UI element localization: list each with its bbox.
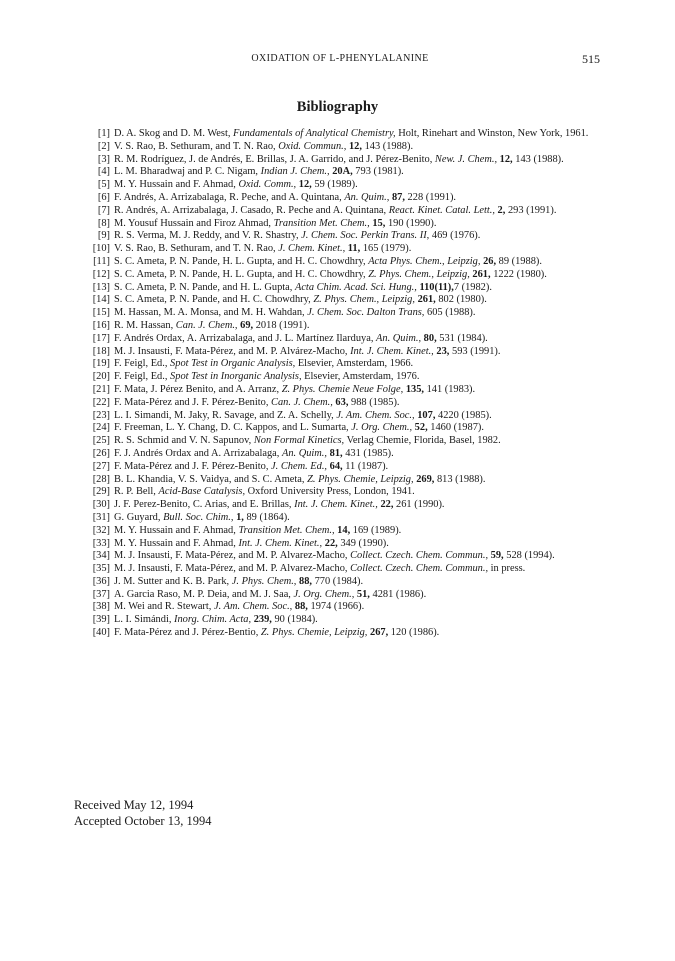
reference-volume: 107, bbox=[417, 409, 436, 421]
reference-text: M. Wei and R. Stewart, bbox=[114, 601, 214, 613]
reference-volume: 12, bbox=[499, 153, 513, 165]
reference-number: [5] bbox=[97, 179, 110, 191]
reference-volume: 23, bbox=[436, 345, 450, 357]
reference-text: Holt, Rinehart and Winston, New York, 1961. bbox=[395, 128, 589, 139]
reference-volume: 81, bbox=[329, 447, 343, 459]
reference-text: M. J. Insausti, F. Mata-Pérez, and M. P. Alvarez-Macho, bbox=[114, 563, 351, 575]
reference-text: 2018 (1991). bbox=[253, 319, 310, 331]
reference-item bbox=[80, 333, 602, 346]
reference-source: J. Org. Chem., bbox=[293, 588, 355, 600]
reference-item bbox=[80, 230, 602, 243]
reference-text: 813 (1988). bbox=[434, 473, 486, 485]
reference-source: Acid-Base Catalysis, bbox=[158, 486, 246, 498]
reference-source: Inorg. Chim. Acta, bbox=[174, 614, 252, 626]
reference-text: B. L. Khandia, V. S. Vaidya, and S. C. Ameta, bbox=[114, 473, 308, 485]
reference-text: Elsevier, Amsterdam, 1966. bbox=[295, 358, 414, 370]
reference-number: [14] bbox=[92, 294, 110, 306]
reference-text: M. J. Insausti, F. Mata-Pérez, and M. P. Alvárez-Macho, bbox=[114, 345, 351, 357]
reference-source: Can. J. Chem., bbox=[175, 319, 238, 331]
reference-number: [15] bbox=[92, 307, 110, 319]
reference-item bbox=[80, 601, 602, 614]
reference-text: 89 (1864). bbox=[243, 511, 290, 523]
reference-text: 1222 (1980). bbox=[490, 268, 547, 280]
reference-source: J. Chem. Soc. Dalton Trans, bbox=[307, 307, 425, 319]
reference-source: Non Formal Kinetics, bbox=[253, 435, 345, 447]
reference-number: [32] bbox=[92, 524, 110, 536]
reference-item bbox=[80, 422, 602, 435]
reference-volume: 261, bbox=[472, 268, 491, 280]
reference-text: 293 (1991). bbox=[505, 204, 557, 216]
reference-text: 59 (1989). bbox=[311, 179, 358, 191]
reference-volume: 63, bbox=[335, 396, 349, 408]
reference-text: F. Mata-Pérez and J. F. Pérez-Benito, bbox=[114, 396, 272, 408]
reference-text: F. J. Andrés Ordax and A. Arrizabalaga, bbox=[114, 447, 282, 459]
reference-text: F. Feigl, Ed., bbox=[114, 371, 171, 383]
reference-number: [20] bbox=[92, 371, 110, 383]
reference-text: Oxford University Press, London, 1941. bbox=[245, 486, 415, 498]
reference-item bbox=[80, 141, 602, 154]
reference-number: [27] bbox=[92, 460, 110, 472]
reference-text: 143 (1988). bbox=[361, 140, 414, 152]
reference-text: 469 (1976). bbox=[429, 230, 481, 242]
reference-source: Z. Phys. Chem., Leipzig, bbox=[313, 294, 415, 306]
reference-number: [24] bbox=[92, 422, 110, 434]
reference-text: M. Y. Hussain and F. Ahmad, bbox=[114, 179, 239, 191]
reference-number: [23] bbox=[92, 409, 110, 421]
reference-item bbox=[80, 499, 602, 512]
reference-source: J. Chem. Soc. Perkin Trans. II, bbox=[301, 230, 430, 242]
reference-text: 605 (1988). bbox=[424, 307, 476, 319]
reference-text: 4220 (1985). bbox=[435, 409, 492, 421]
reference-text: S. C. Ameta, P. N. Pande, and H. L. Gupta, bbox=[114, 281, 295, 293]
received-block bbox=[74, 797, 211, 829]
reference-source: React. Kinet. Catal. Lett., bbox=[388, 204, 495, 216]
reference-item bbox=[80, 474, 602, 487]
reference-item bbox=[80, 410, 602, 423]
reference-text: 261 (1990). bbox=[393, 499, 445, 511]
reference-volume: 135, bbox=[405, 383, 424, 395]
reference-number: [36] bbox=[92, 575, 110, 587]
reference-text: 1460 (1987). bbox=[427, 422, 484, 434]
reference-number: [12] bbox=[92, 268, 110, 280]
reference-source: An. Quim., bbox=[281, 447, 328, 459]
reference-source: Int. J. Chem. Kinet., bbox=[238, 537, 323, 549]
reference-source: J. Am. Chem. Soc., bbox=[336, 409, 415, 421]
reference-volume: 239, bbox=[253, 614, 272, 626]
reference-text: 169 (1989). bbox=[350, 524, 402, 536]
reference-number: [4] bbox=[97, 166, 110, 178]
reference-text: M. Y. Hussain and F. Ahmad, bbox=[114, 537, 239, 549]
reference-volume: 14, bbox=[337, 524, 351, 536]
reference-text: Elsevier, Amsterdam, 1976. bbox=[301, 371, 420, 383]
reference-volume: 88, bbox=[294, 601, 308, 613]
reference-source: Z. Phys. Chemie, Leipzig, bbox=[307, 473, 414, 485]
reference-number: [29] bbox=[92, 486, 110, 498]
reference-text: 89 (1988). bbox=[496, 255, 542, 267]
reference-item bbox=[80, 320, 602, 333]
reference-text: J. F. Perez-Benito, C. Arias, and E. Brillas, bbox=[114, 499, 295, 511]
reference-item bbox=[80, 256, 602, 269]
reference-volume: 69, bbox=[240, 319, 254, 331]
reference-text: 431 (1985). bbox=[342, 447, 394, 459]
reference-text: F. Andrés, A. Arrizabalaga, R. Peche, and A. Quintana, bbox=[114, 191, 345, 203]
reference-text: 793 (1981). bbox=[352, 166, 404, 178]
reference-text: 11 (1987). bbox=[342, 460, 389, 472]
reference-source: Can. J. Chem., bbox=[271, 396, 333, 408]
reference-volume: 64, bbox=[329, 460, 343, 472]
reference-text: F. Feigl, Ed., bbox=[114, 358, 171, 370]
reference-number: [8] bbox=[97, 217, 110, 229]
reference-text: S. C. Ameta, P. N. Pande, and H. C. Chowdhry, bbox=[114, 294, 314, 306]
reference-volume: 12, bbox=[348, 140, 362, 152]
reference-number: [3] bbox=[97, 153, 110, 165]
reference-text: L. I. Simándi, bbox=[114, 614, 175, 626]
reference-volume: 51, bbox=[356, 588, 370, 600]
reference-text: 7 (1982). bbox=[453, 281, 492, 293]
reference-source: Spot Test in Organic Analysis, bbox=[170, 358, 296, 370]
reference-text: 190 (1990). bbox=[385, 217, 437, 229]
reference-source: Acta Chim. Acad. Sci. Hung., bbox=[294, 281, 417, 293]
reference-item bbox=[80, 179, 602, 192]
reference-source: Z. Phys. Chemie, Leipzig, bbox=[260, 627, 368, 639]
reference-item bbox=[80, 435, 602, 448]
reference-number: [18] bbox=[92, 345, 110, 357]
reference-source: Int. J. Chem. Kinet., bbox=[294, 499, 378, 511]
reference-source: An. Quim., bbox=[344, 191, 390, 203]
reference-text: 802 (1980). bbox=[435, 294, 487, 306]
reference-volume: 26, bbox=[483, 255, 497, 267]
reference-text: L. I. Simandi, M. Jaky, R. Savage, and Z. A. Schelly, bbox=[114, 409, 337, 421]
page-number: 515 bbox=[582, 52, 600, 66]
reference-item bbox=[80, 269, 602, 282]
running-title: OXIDATION OF L-PHENYLALANINE bbox=[251, 53, 429, 64]
reference-source: Z. Phys. Chem., Leipzig, bbox=[368, 268, 470, 280]
reference-text: M. J. Insausti, F. Mata-Pérez, and M. P. Alvarez-Macho, bbox=[114, 550, 351, 562]
reference-text: 528 (1994). bbox=[503, 550, 555, 562]
reference-item bbox=[80, 307, 602, 320]
reference-text: R. Andrés, A. Arrizabalaga, J. Casado, R. Peche and A. Quintana, bbox=[114, 204, 389, 216]
reference-source: Transition Met. Chem., bbox=[238, 524, 335, 536]
reference-text: in press. bbox=[488, 563, 526, 575]
reference-volume: 80, bbox=[423, 332, 437, 344]
reference-text: S. C. Ameta, P. N. Pande, H. L. Gupta, and H. C. Chowdhry, bbox=[114, 255, 369, 267]
reference-source: Indian J. Chem., bbox=[260, 166, 330, 178]
reference-number: [25] bbox=[92, 435, 110, 447]
reference-text: 120 (1986). bbox=[388, 627, 440, 639]
reference-item bbox=[80, 538, 602, 551]
reference-item bbox=[80, 589, 602, 602]
reference-text: 141 (1983). bbox=[424, 383, 476, 395]
reference-source: An. Quim., bbox=[376, 332, 422, 344]
reference-item bbox=[80, 128, 602, 141]
reference-item bbox=[80, 154, 602, 167]
reference-text: M. Hassan, M. A. Monsa, and M. H. Wahdan, bbox=[114, 307, 308, 319]
reference-number: [38] bbox=[92, 601, 110, 613]
reference-text: R. P. Bell, bbox=[114, 486, 159, 498]
reference-volume: 87, bbox=[391, 191, 405, 203]
reference-source: Collect. Czech. Chem. Commun., bbox=[350, 563, 489, 575]
reference-item bbox=[80, 218, 602, 231]
reference-text: M. Yousuf Hussain and Firoz Ahmad, bbox=[114, 217, 274, 229]
reference-text: 1974 (1966). bbox=[307, 601, 365, 613]
reference-number: [13] bbox=[92, 281, 110, 293]
section-title: Bibliography bbox=[296, 99, 379, 115]
reference-number: [31] bbox=[92, 511, 110, 523]
reference-text: G. Guyard, bbox=[114, 511, 164, 523]
reference-item bbox=[80, 563, 602, 576]
reference-number: [17] bbox=[92, 332, 110, 344]
reference-item bbox=[80, 294, 602, 307]
reference-item bbox=[80, 627, 602, 640]
reference-number: [35] bbox=[92, 563, 110, 575]
reference-number: [22] bbox=[92, 396, 110, 408]
reference-text: 165 (1979). bbox=[360, 243, 412, 255]
reference-text: S. C. Ameta, P. N. Pande, H. L. Gupta, and H. C. Chowdhry, bbox=[114, 268, 369, 280]
reference-volume: 22, bbox=[324, 537, 338, 549]
reference-source: Oxid. Comm., bbox=[238, 179, 297, 191]
reference-text: 349 (1990). bbox=[337, 537, 389, 549]
reference-text: V. S. Rao, B. Sethuram, and T. N. Rao, bbox=[114, 243, 279, 255]
reference-text: 143 (1988). bbox=[512, 153, 564, 165]
reference-source: New. J. Chem., bbox=[434, 153, 498, 165]
reference-item bbox=[80, 346, 602, 359]
reference-number: [30] bbox=[92, 499, 110, 511]
reference-volume: 110(11), bbox=[419, 281, 454, 293]
reference-item bbox=[80, 461, 602, 474]
reference-item bbox=[80, 486, 602, 499]
reference-volume: 88, bbox=[299, 575, 313, 587]
reference-text: F. Mata-Pérez and J. F. Pérez-Benito, bbox=[114, 460, 272, 472]
reference-item bbox=[80, 384, 602, 397]
reference-source: Collect. Czech. Chem. Commun., bbox=[350, 550, 489, 562]
reference-text: 4281 (1986). bbox=[369, 588, 427, 600]
reference-text: Verlag Chemie, Florida, Basel, 1982. bbox=[344, 435, 501, 447]
reference-item bbox=[80, 397, 602, 410]
reference-volume: 15, bbox=[372, 217, 386, 229]
reference-volume: 12, bbox=[298, 179, 312, 191]
reference-item bbox=[80, 550, 602, 563]
reference-text: 593 (1991). bbox=[449, 345, 501, 357]
reference-source: Transition Met. Chem., bbox=[273, 217, 370, 229]
reference-item bbox=[80, 243, 602, 256]
reference-volume: 11, bbox=[347, 243, 361, 255]
received-date: Received May 12, 1994 bbox=[74, 798, 194, 812]
reference-source: Spot Test in Inorganic Analysis, bbox=[170, 371, 302, 383]
reference-text: R. S. Verma, M. J. Reddy, and V. R. Shastry, bbox=[114, 230, 302, 242]
reference-text: 770 (1984). bbox=[312, 575, 364, 587]
reference-text: 531 (1984). bbox=[436, 332, 488, 344]
reference-number: [9] bbox=[97, 230, 110, 242]
reference-source: J. Chem. Ed., bbox=[271, 460, 328, 472]
reference-item bbox=[80, 166, 602, 179]
reference-source: J. Chem. Kinet., bbox=[278, 243, 346, 255]
reference-number: [1] bbox=[97, 128, 110, 139]
reference-text: F. Freeman, L. Y. Chang, D. C. Kappos, and L. Sumarta, bbox=[114, 422, 352, 434]
reference-text: J. M. Sutter and K. B. Park, bbox=[114, 575, 232, 587]
reference-number: [26] bbox=[92, 447, 110, 459]
reference-text: R. M. Hassan, bbox=[114, 319, 176, 331]
reference-number: [2] bbox=[97, 140, 110, 152]
reference-number: [10] bbox=[92, 243, 110, 255]
reference-text: L. M. Bharadwaj and P. C. Nigam, bbox=[114, 166, 261, 178]
reference-item bbox=[80, 205, 602, 218]
reference-source: J. Am. Chem. Soc., bbox=[213, 601, 293, 613]
reference-number: [11] bbox=[93, 255, 110, 267]
reference-item bbox=[80, 576, 602, 589]
reference-source: Bull. Soc. Chim., bbox=[163, 511, 234, 523]
reference-text: V. S. Rao, B. Sethuram, and T. N. Rao, bbox=[114, 140, 279, 152]
reference-volume: 59, bbox=[490, 550, 504, 562]
reference-item bbox=[80, 282, 602, 295]
reference-text: F. Andrés Ordax, A. Arrizabalaga, and J. L. Martínez Ilarduya, bbox=[114, 332, 377, 344]
reference-item bbox=[80, 358, 602, 371]
reference-item bbox=[80, 614, 602, 627]
reference-number: [19] bbox=[92, 358, 110, 370]
reference-number: [37] bbox=[92, 588, 110, 600]
reference-source: Int. J. Chem. Kinet., bbox=[350, 345, 434, 357]
reference-volume: 269, bbox=[416, 473, 435, 485]
reference-number: [6] bbox=[97, 191, 110, 203]
accepted-date: Accepted October 13, 1994 bbox=[74, 814, 212, 828]
reference-number: [28] bbox=[92, 473, 110, 485]
reference-source: J. Org. Chem., bbox=[351, 422, 413, 434]
reference-text: R. S. Schmid and V. N. Sapunov, bbox=[114, 435, 254, 447]
reference-number: [34] bbox=[92, 550, 110, 562]
reference-text: F. Mata, J. Pérez Benito, and A. Arranz, bbox=[114, 383, 282, 395]
reference-volume: 267, bbox=[370, 627, 389, 639]
reference-volume: 52, bbox=[414, 422, 428, 434]
reference-item bbox=[80, 371, 602, 384]
reference-item bbox=[80, 192, 602, 205]
reference-source: J. Phys. Chem., bbox=[231, 575, 297, 587]
reference-text: D. A. Skog and D. M. West, bbox=[114, 128, 234, 139]
reference-item bbox=[80, 512, 602, 525]
reference-text: 90 (1984). bbox=[271, 614, 318, 626]
reference-text: R. M. Rodríguez, J. de Andrés, E. Brillas, J. A. Garrido, and J. Pérez-Benito, bbox=[114, 153, 435, 165]
reference-number: [40] bbox=[92, 627, 110, 639]
reference-number: [39] bbox=[92, 614, 110, 626]
reference-number: [16] bbox=[92, 319, 110, 331]
reference-number: [21] bbox=[92, 383, 110, 395]
running-head bbox=[80, 52, 600, 68]
reference-number: [33] bbox=[92, 537, 110, 549]
reference-source: Oxid. Commun., bbox=[278, 140, 347, 152]
reference-text: F. Mata-Pérez and J. Pérez-Bentio, bbox=[114, 627, 261, 639]
reference-source: Acta Phys. Chem., Leipzig, bbox=[368, 255, 481, 267]
bibliography-list bbox=[80, 128, 602, 640]
reference-number: [7] bbox=[97, 204, 110, 216]
reference-text: M. Y. Hussain and F. Ahmad, bbox=[114, 524, 239, 536]
reference-item bbox=[80, 525, 602, 538]
reference-volume: 22, bbox=[380, 499, 394, 511]
reference-volume: 1, bbox=[236, 511, 244, 523]
reference-volume: 20A, bbox=[332, 166, 353, 178]
reference-source: Fundamentals of Analytical Chemistry, bbox=[233, 128, 396, 139]
reference-volume: 2, bbox=[497, 204, 506, 216]
reference-source: Z. Phys. Chemie Neue Folge, bbox=[281, 383, 404, 395]
reference-text: 988 (1985). bbox=[348, 396, 400, 408]
reference-text: A. Garcia Raso, M. P. Deia, and M. J. Saa, bbox=[114, 588, 294, 600]
reference-text: 228 (1991). bbox=[404, 191, 457, 203]
reference-volume: 261, bbox=[417, 294, 436, 306]
reference-item bbox=[80, 448, 602, 461]
